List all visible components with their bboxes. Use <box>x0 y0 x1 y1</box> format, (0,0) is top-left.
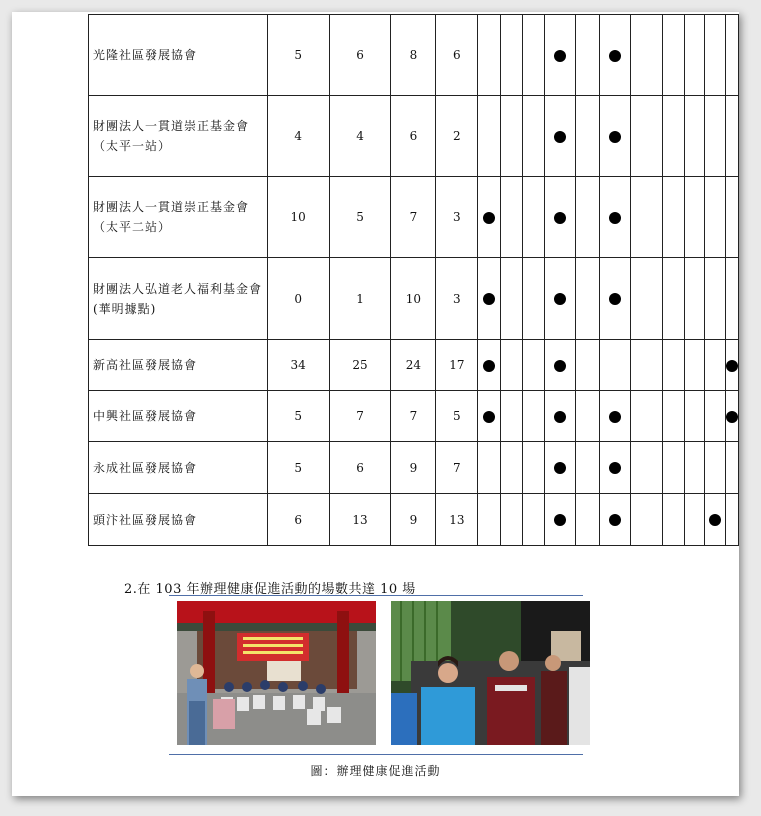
mark-cell <box>501 96 523 177</box>
table-row <box>89 15 739 96</box>
mark-cell <box>704 442 725 494</box>
filled-circle-icon <box>483 411 495 423</box>
mark-cell <box>726 340 739 391</box>
mark-cell <box>684 96 704 177</box>
count-cell: 13 <box>436 494 478 546</box>
mark-cell <box>726 15 739 96</box>
mark-cell <box>600 340 631 391</box>
filled-circle-icon <box>554 293 566 305</box>
mark-cell <box>576 494 600 546</box>
count-cell: 1 <box>329 258 391 340</box>
mark-cell <box>704 15 725 96</box>
count-cell: 24 <box>391 340 436 391</box>
count-cell: 5 <box>329 177 391 258</box>
mark-cell <box>704 391 725 442</box>
table-row <box>89 442 739 494</box>
mark-cell <box>501 177 523 258</box>
mark-cell <box>726 258 739 340</box>
mark-cell <box>684 494 704 546</box>
mark-cell <box>478 15 501 96</box>
count-cell: 13 <box>329 494 391 546</box>
mark-cell <box>600 391 631 442</box>
mark-cell <box>501 391 523 442</box>
filled-circle-icon <box>726 360 738 372</box>
table-row <box>89 177 739 258</box>
mark-cell <box>704 340 725 391</box>
filled-circle-icon <box>483 293 495 305</box>
count-cell: 4 <box>267 96 329 177</box>
mark-cell <box>523 442 545 494</box>
document-page <box>12 12 739 796</box>
count-cell: 5 <box>267 442 329 494</box>
mark-cell <box>631 442 663 494</box>
mark-cell <box>631 391 663 442</box>
mark-cell <box>684 442 704 494</box>
mark-cell <box>684 177 704 258</box>
mark-cell <box>478 96 501 177</box>
mark-cell <box>662 442 684 494</box>
count-cell: 4 <box>329 96 391 177</box>
count-cell: 7 <box>391 391 436 442</box>
filled-circle-icon <box>554 131 566 143</box>
mark-cell <box>478 494 501 546</box>
mark-cell <box>704 96 725 177</box>
filled-circle-icon <box>554 411 566 423</box>
count-cell: 6 <box>329 15 391 96</box>
filled-circle-icon <box>554 212 566 224</box>
mark-cell <box>684 258 704 340</box>
count-cell: 5 <box>267 391 329 442</box>
table-row <box>89 258 739 340</box>
mark-cell <box>662 494 684 546</box>
mark-cell <box>501 258 523 340</box>
mark-cell <box>726 177 739 258</box>
filled-circle-icon <box>554 514 566 526</box>
mark-cell <box>576 442 600 494</box>
count-cell: 6 <box>267 494 329 546</box>
filled-circle-icon <box>726 411 738 423</box>
organization-name: 中興社區發展協會 <box>89 391 268 442</box>
filled-circle-icon <box>609 212 621 224</box>
filled-circle-icon <box>554 360 566 372</box>
organization-name: 財團法人一貫道崇正基金會（太平一站） <box>89 96 268 177</box>
filled-circle-icon <box>483 212 495 224</box>
photo-temple-activity <box>177 601 376 745</box>
section-caption: 2.在 103 年辦理健康促進活動的場數共達 10 場 <box>124 582 416 597</box>
mark-cell <box>631 340 663 391</box>
mark-cell <box>631 258 663 340</box>
count-cell: 5 <box>267 15 329 96</box>
mark-cell <box>478 340 501 391</box>
organization-name: 頭汴社區發展協會 <box>89 494 268 546</box>
mark-cell <box>478 177 501 258</box>
mark-cell <box>726 494 739 546</box>
figure-caption: 圖：辦理健康促進活動 <box>310 764 441 778</box>
photo-strip <box>169 595 583 755</box>
organization-name: 光隆社區發展協會 <box>89 15 268 96</box>
count-cell: 25 <box>329 340 391 391</box>
mark-cell <box>576 177 600 258</box>
mark-cell <box>704 258 725 340</box>
mark-cell <box>545 258 576 340</box>
count-cell: 9 <box>391 494 436 546</box>
mark-cell <box>478 391 501 442</box>
organization-name: 財團法人一貫道崇正基金會（太平二站） <box>89 177 268 258</box>
mark-cell <box>662 340 684 391</box>
mark-cell <box>523 391 545 442</box>
mark-cell <box>662 96 684 177</box>
count-cell: 7 <box>391 177 436 258</box>
mark-cell <box>684 391 704 442</box>
mark-cell <box>478 258 501 340</box>
mark-cell <box>576 391 600 442</box>
mark-cell <box>726 442 739 494</box>
organization-name: 永成社區發展協會 <box>89 442 268 494</box>
mark-cell <box>545 494 576 546</box>
filled-circle-icon <box>609 50 621 62</box>
mark-cell <box>662 258 684 340</box>
mark-cell <box>523 96 545 177</box>
mark-cell <box>600 258 631 340</box>
mark-cell <box>662 177 684 258</box>
count-cell: 10 <box>391 258 436 340</box>
filled-circle-icon <box>609 514 621 526</box>
table-row <box>89 96 739 177</box>
mark-cell <box>478 442 501 494</box>
mark-cell <box>523 177 545 258</box>
table-row <box>89 391 739 442</box>
mark-cell <box>631 15 663 96</box>
mark-cell <box>704 494 725 546</box>
mark-cell <box>576 96 600 177</box>
count-cell: 6 <box>436 15 478 96</box>
mark-cell <box>576 258 600 340</box>
filled-circle-icon <box>609 462 621 474</box>
filled-circle-icon <box>609 411 621 423</box>
filled-circle-icon <box>554 50 566 62</box>
mark-cell <box>631 96 663 177</box>
mark-cell <box>523 494 545 546</box>
mark-cell <box>600 96 631 177</box>
mark-cell <box>684 340 704 391</box>
filled-circle-icon <box>609 131 621 143</box>
count-cell: 2 <box>436 96 478 177</box>
mark-cell <box>501 340 523 391</box>
mark-cell <box>631 494 663 546</box>
mark-cell <box>523 258 545 340</box>
mark-cell <box>631 177 663 258</box>
filled-circle-icon <box>554 462 566 474</box>
mark-cell <box>684 15 704 96</box>
mark-cell <box>545 340 576 391</box>
mark-cell <box>704 177 725 258</box>
filled-circle-icon <box>609 293 621 305</box>
filled-circle-icon <box>709 514 721 526</box>
mark-cell <box>576 15 600 96</box>
mark-cell <box>523 15 545 96</box>
mark-cell <box>545 177 576 258</box>
mark-cell <box>662 15 684 96</box>
mark-cell <box>545 96 576 177</box>
count-cell: 7 <box>329 391 391 442</box>
mark-cell <box>501 15 523 96</box>
count-cell: 7 <box>436 442 478 494</box>
mark-cell <box>600 177 631 258</box>
photo-dance-activity <box>391 601 590 745</box>
mark-cell <box>600 494 631 546</box>
mark-cell <box>600 15 631 96</box>
mark-cell <box>662 391 684 442</box>
mark-cell <box>545 442 576 494</box>
table-row <box>89 494 739 546</box>
mark-cell <box>501 494 523 546</box>
organization-name: 新高社區發展協會 <box>89 340 268 391</box>
count-cell: 0 <box>267 258 329 340</box>
mark-cell <box>501 442 523 494</box>
count-cell: 5 <box>436 391 478 442</box>
count-cell: 17 <box>436 340 478 391</box>
mark-cell <box>523 340 545 391</box>
table-row <box>89 340 739 391</box>
mark-cell <box>726 96 739 177</box>
count-cell: 9 <box>391 442 436 494</box>
organization-name: 財團法人弘道老人福利基金會(華明據點) <box>89 258 268 340</box>
count-cell: 3 <box>436 177 478 258</box>
count-cell: 34 <box>267 340 329 391</box>
mark-cell <box>545 15 576 96</box>
activity-table <box>88 14 739 546</box>
count-cell: 3 <box>436 258 478 340</box>
mark-cell <box>576 340 600 391</box>
mark-cell <box>726 391 739 442</box>
count-cell: 6 <box>391 96 436 177</box>
mark-cell <box>600 442 631 494</box>
count-cell: 10 <box>267 177 329 258</box>
filled-circle-icon <box>483 360 495 372</box>
count-cell: 6 <box>329 442 391 494</box>
mark-cell <box>545 391 576 442</box>
count-cell: 8 <box>391 15 436 96</box>
